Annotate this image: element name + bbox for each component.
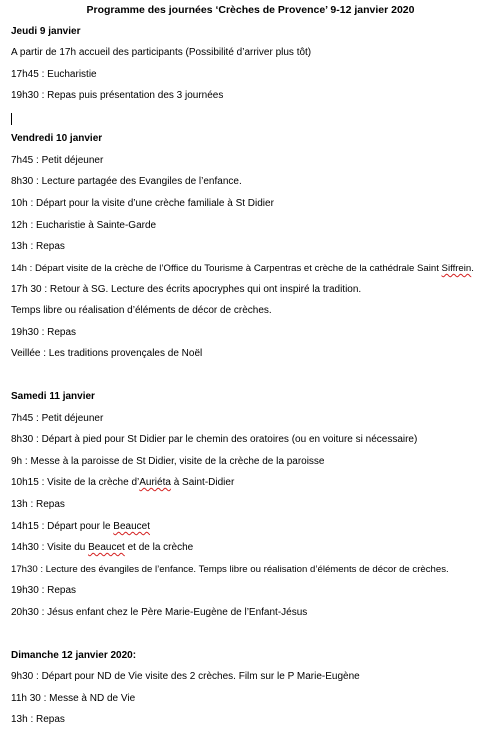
schedule-item: 7h45 : Petit déjeuner <box>11 413 104 424</box>
spellcheck-word: Siffrein <box>441 263 472 274</box>
schedule-item: Temps libre ou réalisation d’éléments de décor de crèches. <box>11 305 272 316</box>
schedule-item: 14h15 : Départ pour le Beaucet <box>11 521 150 532</box>
schedule-item: 8h30 : Lecture partagée des Evangiles de l’enfance. <box>11 176 242 187</box>
schedule-item: 19h30 : Repas <box>11 327 77 338</box>
day-heading-samedi: Samedi 11 janvier <box>11 391 95 402</box>
schedule-item: 9h : Messe à la paroisse de St Didier, visite de la crèche de la paroisse <box>11 456 325 467</box>
schedule-item: 20h30 : Jésus enfant chez le Père Marie-Eugène de l’Enfant-Jésus <box>11 607 308 618</box>
spellcheck-word: Beaucet <box>113 521 150 532</box>
schedule-item: 12h : Eucharistie à Sainte-Garde <box>11 220 157 231</box>
day-heading-vendredi: Vendredi 10 janvier <box>11 133 103 144</box>
schedule-item: 17h45 : Eucharistie <box>11 69 97 80</box>
schedule-item: 9h30 : Départ pour ND de Vie visite des 2 crèches. Film sur le P Marie-Eugène <box>11 671 360 682</box>
text-cursor <box>11 113 12 125</box>
schedule-item: 17h30 : Lecture des évangiles de l’enfance. Temps libre ou réalisation d’éléments de décor de crèches. <box>11 564 449 575</box>
schedule-item: A partir de 17h accueil des participants (Possibilité d’arriver plus tôt) <box>11 47 312 58</box>
day-heading-dimanche: Dimanche 12 janvier 2020: <box>11 650 137 661</box>
schedule-item: 17h 30 : Retour à SG. Lecture des écrits apocryphes qui ont inspiré la tradition. <box>11 284 362 295</box>
schedule-item: 11h 30 : Messe à ND de Vie <box>11 693 136 704</box>
schedule-item: 8h30 : Départ à pied pour St Didier par le chemin des oratoires (ou en voiture si nécessaire) <box>11 434 418 445</box>
schedule-item: 19h30 : Repas <box>11 585 77 596</box>
document-title: Programme des journées ‘Crèches de Provence’ 9-12 janvier 2020 <box>86 4 415 16</box>
day-heading-jeudi: Jeudi 9 janvier <box>11 26 81 37</box>
schedule-item: 14h30 : Visite du Beaucet et de la crèche <box>11 542 194 553</box>
spellcheck-word: Auriéta <box>139 477 171 488</box>
schedule-item: Veillée : Les traditions provençales de Noël <box>11 348 203 359</box>
schedule-item: 19h30 : Repas puis présentation des 3 journées <box>11 90 224 101</box>
schedule-item: 10h15 : Visite de la crèche d’Auriéta à Saint-Didier <box>11 477 235 488</box>
schedule-item: 10h : Départ pour la visite d’une crèche familiale à St Didier <box>11 198 274 209</box>
schedule-item: 7h45 : Petit déjeuner <box>11 155 104 166</box>
spellcheck-word: Beaucet <box>88 542 125 553</box>
schedule-item: 13h : Repas <box>11 241 65 252</box>
schedule-item: 13h : Repas <box>11 714 65 725</box>
schedule-item: 13h : Repas <box>11 499 65 510</box>
schedule-item: 14h : Départ visite de la crèche de l’Office du Tourisme à Carpentras et crèche de la cathédrale Saint Siffrein. <box>11 263 474 274</box>
